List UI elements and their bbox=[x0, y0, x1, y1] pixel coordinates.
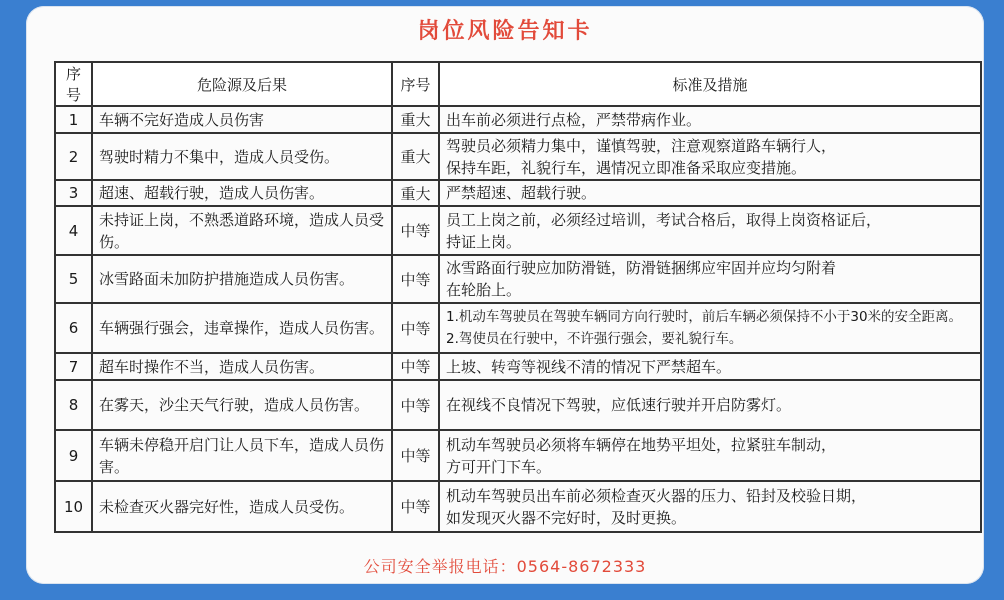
measure-line: 在视线不良情况下驾驶，应低速行驶并开启防雾灯。 bbox=[446, 396, 792, 414]
header-hazard: 危险源及后果 bbox=[92, 62, 392, 106]
row-num: 7 bbox=[55, 353, 92, 380]
table-header-row bbox=[55, 62, 981, 106]
measure-line: 驾驶员必须精力集中，谨慎驾驶，注意观察道路车辆行人， bbox=[446, 136, 837, 155]
measure-line: 机动车驾驶员出车前必须检查灭火器的压力、铅封及校验日期， bbox=[446, 486, 867, 505]
row-level: 中等 bbox=[392, 303, 439, 353]
table-row bbox=[55, 255, 981, 303]
measure-line: 在轮胎上。 bbox=[446, 281, 522, 299]
row-num: 1 bbox=[55, 106, 92, 133]
measure-line: 保持车距，礼貌行车，遇情况立即准备采取应变措施。 bbox=[446, 158, 807, 177]
row-num: 10 bbox=[55, 481, 92, 532]
row-measures bbox=[439, 206, 981, 255]
header-level: 序号 bbox=[392, 62, 439, 106]
measure-line: 如发现灭火器不完好时，及时更换。 bbox=[446, 508, 687, 527]
measure-line: 上坡、转弯等视线不清的情况下严禁超车。 bbox=[446, 357, 732, 376]
measure-line: 出车前必须进行点检，严禁带病作业。 bbox=[446, 110, 702, 129]
row-hazard: 车辆不完好造成人员伤害 bbox=[92, 106, 392, 133]
risk-table bbox=[54, 61, 982, 533]
row-measures bbox=[439, 303, 981, 353]
row-level: 中等 bbox=[392, 255, 439, 303]
row-hazard: 车辆未停稳开启门让人员下车，造成人员伤害。 bbox=[92, 430, 392, 481]
row-level: 重大 bbox=[392, 180, 439, 206]
row-level: 中等 bbox=[392, 353, 439, 380]
row-level: 中等 bbox=[392, 481, 439, 532]
row-num: 5 bbox=[55, 255, 92, 303]
row-level: 中等 bbox=[392, 206, 439, 255]
measure-line: 员工上岗之前，必须经过培训，考试合格后，取得上岗资格证后， bbox=[446, 210, 882, 229]
row-measures bbox=[439, 106, 981, 133]
row-hazard: 未检查灭火器完好性，造成人员受伤。 bbox=[92, 481, 392, 532]
row-measures bbox=[439, 255, 981, 303]
row-num: 8 bbox=[55, 380, 92, 430]
table-row bbox=[55, 303, 981, 353]
table-row bbox=[55, 106, 981, 133]
table-row bbox=[55, 430, 981, 481]
row-num: 6 bbox=[55, 303, 92, 353]
table-row bbox=[55, 133, 981, 180]
table-row bbox=[55, 481, 981, 532]
row-hazard: 驾驶时精力不集中，造成人员受伤。 bbox=[92, 133, 392, 180]
table-row bbox=[55, 380, 981, 430]
row-hazard: 冰雪路面未加防护措施造成人员伤害。 bbox=[92, 255, 392, 303]
row-num: 2 bbox=[55, 133, 92, 180]
row-measures bbox=[439, 180, 981, 206]
measure-line: 严禁超速、超载行驶。 bbox=[446, 184, 597, 202]
row-level: 中等 bbox=[392, 430, 439, 481]
row-hazard: 超车时操作不当，造成人员伤害。 bbox=[92, 353, 392, 380]
measure-line: 1.机动车驾驶员在驾驶车辆同方向行驶时，前后车辆必须保持不小于30米的安全距离。 bbox=[446, 309, 963, 325]
risk-card bbox=[26, 6, 984, 584]
row-level: 重大 bbox=[392, 133, 439, 180]
row-num: 4 bbox=[55, 206, 92, 255]
row-measures bbox=[439, 481, 981, 532]
row-hazard: 超速、超载行驶，造成人员伤害。 bbox=[92, 180, 392, 206]
row-level: 重大 bbox=[392, 106, 439, 133]
measure-line: 机动车驾驶员必须将车辆停在地势平坦处，拉紧驻车制动， bbox=[446, 435, 837, 454]
row-num: 9 bbox=[55, 430, 92, 481]
card-title: 岗位风险告知卡 bbox=[417, 18, 593, 44]
row-hazard: 在雾天，沙尘天气行驶，造成人员伤害。 bbox=[92, 380, 392, 430]
row-hazard: 未持证上岗，不熟悉道路环境，造成人员受伤。 bbox=[92, 206, 392, 255]
measure-line: 持证上岗。 bbox=[446, 232, 522, 251]
measure-line: 方可开门下车。 bbox=[446, 457, 552, 476]
measure-line: 2.驾使员在行驶中，不许强行强会，要礼貌行车。 bbox=[446, 331, 743, 347]
header-measures: 标准及措施 bbox=[439, 62, 981, 106]
measure-line: 冰雪路面行驶应加防滑链，防滑链捆绑应牢固并应均匀附着 bbox=[446, 259, 837, 277]
table-row bbox=[55, 180, 981, 206]
row-level: 中等 bbox=[392, 380, 439, 430]
report-hotline: 公司安全举报电话：0564-8672333 bbox=[363, 557, 647, 576]
table-row bbox=[55, 353, 981, 380]
row-hazard: 车辆强行强会，违章操作，造成人员伤害。 bbox=[92, 303, 392, 353]
row-measures bbox=[439, 353, 981, 380]
header-num: 序号 bbox=[55, 62, 92, 106]
row-measures bbox=[439, 133, 981, 180]
row-measures bbox=[439, 430, 981, 481]
row-num: 3 bbox=[55, 180, 92, 206]
row-measures bbox=[439, 380, 981, 430]
table-row bbox=[55, 206, 981, 255]
